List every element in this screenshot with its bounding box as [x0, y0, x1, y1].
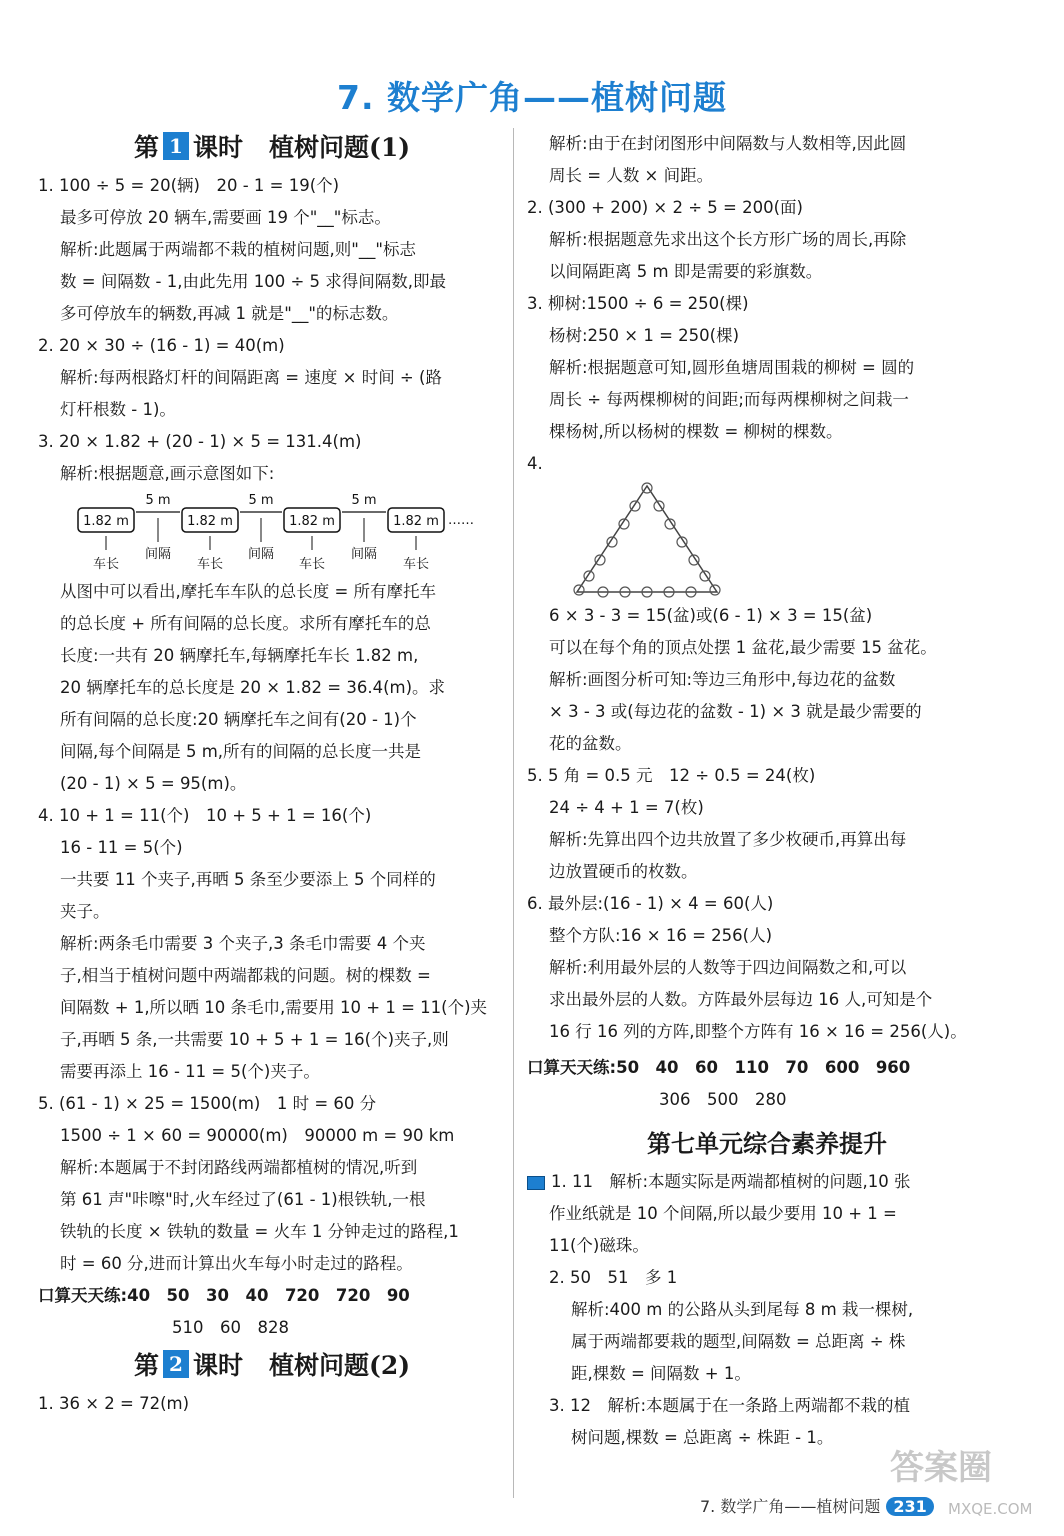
- motorcycle-diagram-svg: [60, 490, 500, 576]
- analysis-line: 从图中可以看出,摩托车车队的总长度 = 所有摩托车: [60, 582, 437, 601]
- analysis-line: 解析:根据题意先求出这个长方形广场的周长,再除: [549, 230, 907, 249]
- answer-line: 5. 5 角 = 0.5 元 12 ÷ 0.5 = 24(枚): [527, 766, 816, 785]
- gap-length-label: 5 m: [351, 493, 377, 508]
- answer-line: 杨树:250 × 1 = 250(棵): [549, 326, 740, 345]
- analysis-line: × 3 - 3 或(每边花的盆数 - 1) × 3 就是最少需要的: [549, 702, 922, 721]
- car-length-label: 1.82 m: [83, 514, 129, 529]
- analysis-line: 16 行 16 列的方阵,即整个方阵有 16 × 16 = 256(人)。: [549, 1022, 967, 1041]
- analysis-line: (20 - 1) × 5 = 95(m)。: [60, 774, 247, 793]
- right-column: [527, 128, 1007, 1454]
- continuation-dots: ……: [448, 513, 474, 528]
- page-number: 231: [886, 1497, 933, 1516]
- analysis-line: 数 = 间隔数 - 1,由此先用 100 ÷ 5 求得间隔数,即最: [60, 272, 447, 291]
- analysis-line: 间隔数 + 1,所以晒 10 条毛巾,需要用 10 + 1 = 11(个)夹: [60, 998, 488, 1017]
- answer-line: 3. 12 解析:本题属于在一条路上两端都不栽的植: [549, 1396, 911, 1415]
- analysis-line: 解析:每两根路灯杆的间隔距离 = 速度 × 时间 ÷ (路: [60, 368, 442, 387]
- answer-line: 5. (61 - 1) × 25 = 1500(m) 1 时 = 60 分: [38, 1094, 377, 1113]
- answer-line: 整个方队:16 × 16 = 256(人): [549, 926, 773, 945]
- analysis-line: 属于两端都要栽的题型,间隔数 = 总距离 ÷ 株: [571, 1332, 906, 1351]
- car-label: 车长: [402, 557, 430, 572]
- oral-practice-line: 口算天天练:50 40 60 110 70 600 960: [527, 1058, 911, 1077]
- flower-triangle-diagram: [567, 480, 1007, 600]
- analysis-line: 第 61 声"咔嚓"时,火车经过了(61 - 1)根铁轨,一根: [60, 1190, 426, 1209]
- answer-line: 2. (300 + 200) × 2 ÷ 5 = 200(面): [527, 198, 803, 217]
- car-length-label: 1.82 m: [289, 514, 335, 529]
- oral-practice-line: 口算天天练:40 50 30 40 720 720 90: [38, 1286, 410, 1305]
- answer-line: 作业纸就是 10 个间隔,所以最少要用 10 + 1 =: [549, 1204, 897, 1223]
- analysis-line: 距,棵数 = 间隔数 + 1。: [571, 1364, 751, 1383]
- answer-line: 1. 100 ÷ 5 = 20(辆) 20 - 1 = 19(个): [38, 176, 340, 195]
- answer-line: 4. 10 + 1 = 11(个) 10 + 5 + 1 = 16(个): [38, 806, 372, 825]
- analysis-line: 解析:画图分析可知:等边三角形中,每边花的盆数: [549, 670, 896, 689]
- analysis-line: 所有间隔的总长度:20 辆摩托车之间有(20 - 1)个: [60, 710, 417, 729]
- answer-line: 24 ÷ 4 + 1 = 7(枚): [549, 798, 704, 817]
- gap-label: 间隔: [350, 547, 378, 562]
- analysis-line: 需要再添上 16 - 11 = 5(个)夹子。: [60, 1062, 320, 1081]
- section-marker-icon: [527, 1176, 545, 1190]
- answer-line: 3. 20 × 1.82 + (20 - 1) × 5 = 131.4(m): [38, 432, 362, 451]
- answer-line: 最多可停放 20 辆车,需要画 19 个"__"标志。: [60, 208, 391, 227]
- answer-line: 6. 最外层:(16 - 1) × 4 = 60(人): [527, 894, 774, 913]
- analysis-line: 解析:400 m 的公路从头到尾每 8 m 栽一棵树,: [571, 1300, 914, 1319]
- watermark-url: MXQE.COM: [948, 1500, 1033, 1518]
- unit-review-title: 第七单元综合素养提升: [647, 1129, 887, 1158]
- page-footer: [700, 1494, 934, 1517]
- motorcycle-diagram: [60, 490, 506, 576]
- answer-line: 11(个)磁珠。: [549, 1236, 649, 1255]
- analysis-line: 多可停放车的辆数,再减 1 就是"__"的标志数。: [60, 304, 399, 323]
- answer-line: 16 - 11 = 5(个): [60, 838, 183, 857]
- lesson-suffix: 课时: [192, 133, 243, 162]
- answer-line: 夹子。: [60, 902, 110, 921]
- answer-line: 可以在每个角的顶点处摆 1 盆花,最少需要 15 盆花。: [549, 638, 937, 657]
- answer-line: 3. 柳树:1500 ÷ 6 = 250(棵): [527, 294, 749, 313]
- analysis-line: 时 = 60 分,进而计算出火车每小时走过的路程。: [60, 1254, 413, 1273]
- answer-line: 一共要 11 个夹子,再晒 5 条至少要添上 5 个同样的: [60, 870, 436, 889]
- answer-line: 2. 50 51 多 1: [549, 1268, 678, 1287]
- analysis-line: 灯杆根数 - 1)。: [60, 400, 176, 419]
- analysis-line: 解析:根据题意可知,圆形鱼塘周围栽的柳树 = 圆的: [549, 358, 915, 377]
- car-length-label: 1.82 m: [187, 514, 233, 529]
- car-label: 车长: [298, 557, 326, 572]
- gap-length-label: 5 m: [248, 493, 274, 508]
- watermark-logo: 答案圈: [890, 1448, 992, 1488]
- lesson-name: 植树问题(2): [268, 1351, 411, 1380]
- oral-practice-line: 510 60 828: [172, 1318, 289, 1337]
- answer-line: 1500 ÷ 1 × 60 = 90000(m) 90000 m = 90 km: [60, 1126, 455, 1145]
- lesson-prefix: 第: [133, 1351, 159, 1380]
- analysis-line: 解析:由于在封闭图形中间隔数与人数相等,因此圆: [549, 134, 907, 153]
- analysis-line: 长度:一共有 20 辆摩托车,每辆摩托车长 1.82 m,: [60, 646, 419, 665]
- lesson-2-heading: [38, 1346, 506, 1386]
- analysis-line: 铁轨的长度 × 铁轨的数量 = 火车 1 分钟走过的路程,1: [60, 1222, 459, 1241]
- analysis-line: 解析:此题属于两端都不栽的植树问题,则"__"标志: [60, 240, 416, 259]
- lesson-name: 植树问题(1): [268, 133, 411, 162]
- analysis-line: 树问题,棵数 = 总距离 ÷ 株距 - 1。: [571, 1428, 834, 1447]
- gap-length-label: 5 m: [145, 493, 171, 508]
- analysis-line: 解析:本题属于不封闭路线两端都植树的情况,听到: [60, 1158, 418, 1177]
- footer-section-name: 7. 数学广角——植树问题: [700, 1497, 881, 1516]
- answer-line: 2. 20 × 30 ÷ (16 - 1) = 40(m): [38, 336, 285, 355]
- analysis-line: 周长 ÷ 每两棵柳树的间距;而每两棵柳树之间栽一: [549, 390, 909, 409]
- analysis-line: 解析:两条毛巾需要 3 个夹子,3 条毛巾需要 4 个夹: [60, 934, 426, 953]
- lesson-number-badge: 2: [163, 1350, 189, 1378]
- analysis-line: 间隔,每个间隔是 5 m,所有的间隔的总长度一共是: [60, 742, 422, 761]
- analysis-line: 棵杨树,所以杨树的棵数 = 柳树的棵数。: [549, 422, 843, 441]
- analysis-line: 边放置硬币的枚数。: [549, 862, 698, 881]
- triangle-svg: [567, 480, 727, 600]
- car-length-label: 1.82 m: [393, 514, 439, 529]
- analysis-line: 子,再晒 5 条,一共需要 10 + 5 + 1 = 16(个)夹子,则: [60, 1030, 449, 1049]
- lesson-prefix: 第: [133, 133, 159, 162]
- oral-practice-line: 306 500 280: [659, 1090, 787, 1109]
- analysis-line: 解析:先算出四个边共放置了多少枚硬币,再算出每: [549, 830, 907, 849]
- analysis-line: 花的盆数。: [549, 734, 632, 753]
- analysis-line: 解析:根据题意,画示意图如下:: [60, 464, 275, 483]
- lesson-1-heading: [38, 128, 506, 168]
- car-label: 车长: [196, 557, 224, 572]
- analysis-line: 以间隔距离 5 m 即是需要的彩旗数。: [549, 262, 823, 281]
- answer-text: 1. 11 解析:本题实际是两端都植树的问题,10 张: [551, 1172, 911, 1191]
- analysis-line: 的总长度 + 所有间隔的总长度。求所有摩托车的总: [60, 614, 431, 633]
- analysis-line: 解析:利用最外层的人数等于四边间隔数之和,可以: [549, 958, 907, 977]
- analysis-line: 子,相当于植树问题中两端都栽的问题。树的棵数 =: [60, 966, 431, 985]
- analysis-line: 20 辆摩托车的总长度是 20 × 1.82 = 36.4(m)。求: [60, 678, 446, 697]
- answer-line: 6 × 3 - 3 = 15(盆)或(6 - 1) × 3 = 15(盆): [549, 606, 873, 625]
- left-column: [38, 128, 506, 1420]
- gap-label: 间隔: [144, 547, 172, 562]
- analysis-line: 周长 = 人数 × 间距。: [549, 166, 714, 185]
- answer-line: 4.: [527, 454, 543, 473]
- car-label: 车长: [92, 557, 120, 572]
- lesson-suffix: 课时: [192, 1351, 243, 1380]
- answer-line: 1. 36 × 2 = 72(m): [38, 1394, 190, 1413]
- gap-label: 间隔: [247, 547, 275, 562]
- answer-line: [527, 1166, 1007, 1198]
- lesson-number-badge: 1: [163, 132, 189, 160]
- analysis-line: 求出最外层的人数。方阵最外层每边 16 人,可知是个: [549, 990, 933, 1009]
- column-divider: [513, 128, 514, 1498]
- page-title: 7. 数学广角——植树问题: [337, 78, 727, 117]
